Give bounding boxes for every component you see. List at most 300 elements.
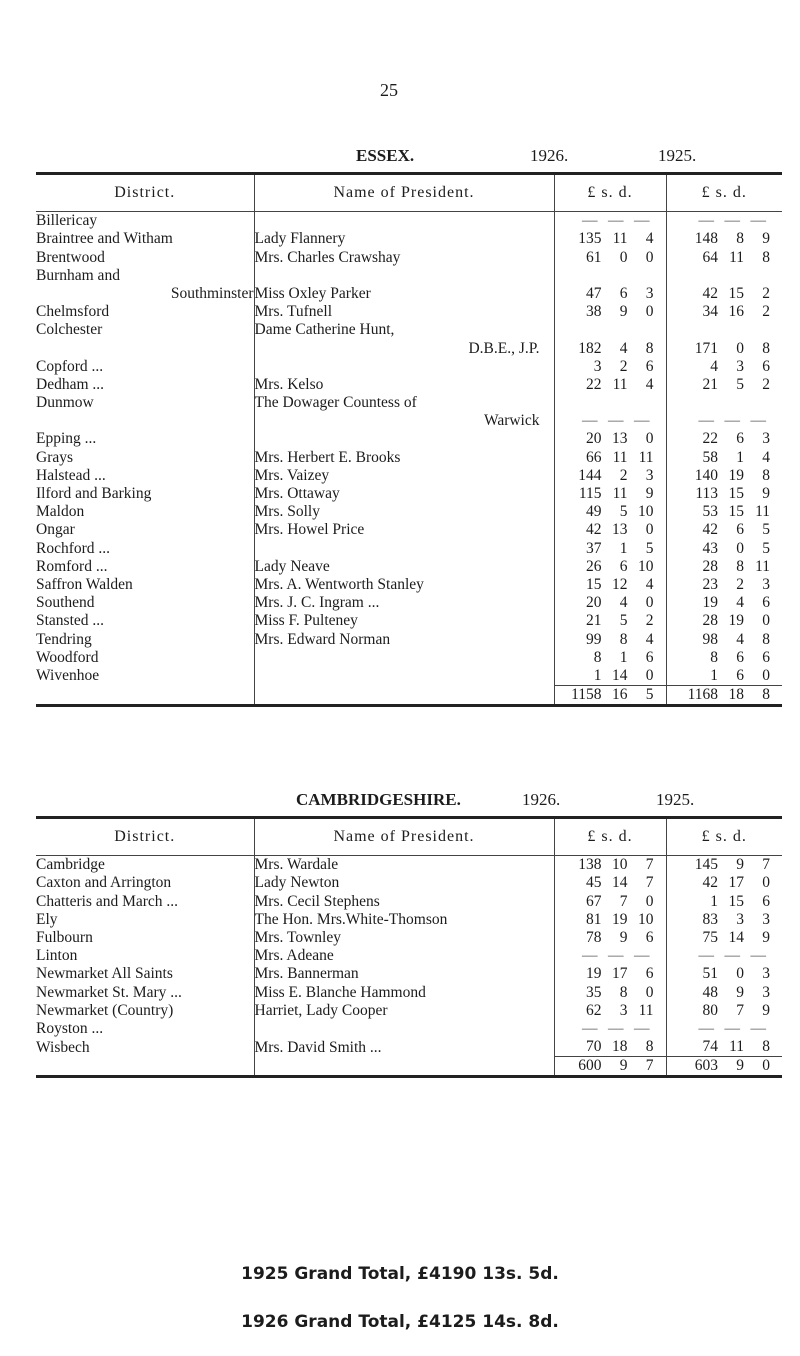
pence-value: 0 [645,892,654,910]
amount-1926-cell [554,285,666,303]
district-cell: Dedham ... [36,375,105,393]
president-cell: The Dowager Countess of [254,394,554,412]
president-cell: Mrs. Solly [254,503,554,521]
pence-value: 10 [638,910,654,928]
table-row [36,285,782,303]
amount-1925-cell [666,965,782,983]
president-cell: Mrs. Tufnell [254,303,554,321]
shillings-value: 2 [619,466,628,484]
pence-value: 8 [762,1038,770,1056]
shillings-value: 0 [736,339,744,357]
table-row [36,412,782,430]
pence-value: 8 [645,339,654,357]
grand-total-1926: 1926 Grand Total, £4125 14s. 8d. [241,1312,559,1332]
amount-1926-cell [554,667,666,686]
president-cell: Miss F. Pulteney [254,612,554,630]
amount-1925-cell [666,285,782,303]
president-cell: Mrs. David Smith ... [254,1038,554,1057]
amount-1925-cell [666,874,782,892]
shillings-value: 10 [612,856,628,874]
president-cell: Mrs. Herbert E. Brooks [254,448,554,466]
district-cell: Newmarket St. Mary ... [36,983,182,1001]
president-cell: The Hon. Mrs.White-Thomson [254,911,554,929]
pence-value: 6 [762,892,770,910]
table-row [36,485,782,503]
pence-value: 6 [645,357,654,375]
shillings-value: — [724,212,744,230]
pence-value: 11 [755,503,770,521]
empty-cell [36,685,254,705]
pence-value: 3 [762,965,770,983]
district-header: District. [36,818,254,856]
cambs-year-1925: 1925. [656,790,695,809]
pence-value: 6 [762,357,770,375]
pounds-value: 98 [702,630,718,648]
shillings-value: 8 [736,557,744,575]
president-cell: Mrs. Adeane [254,947,554,965]
amount-1926-cell [554,358,666,376]
president-cell: Mrs. J. C. Ingram ... [254,594,554,612]
pence-value: 10 [638,503,654,521]
shillings-value: 19 [612,910,628,928]
district-cell: Maldon [36,503,85,521]
shillings-value: 15 [728,892,744,910]
cambs-year-1926: 1926. [522,790,561,809]
amount-1925-cell [666,230,782,248]
amount-1925-cell [666,630,782,648]
shillings-value: 17 [728,874,744,892]
pounds-value: 600 [578,1057,602,1075]
amount-1926-cell [554,911,666,929]
amount-1925-cell [666,448,782,466]
amount-1926-cell [554,929,666,947]
col-1926-header: £ s. d. [554,174,666,212]
shillings-value: 0 [736,539,744,557]
amount-1926-cell [554,892,666,910]
pence-value: 9 [762,485,770,502]
pounds-value: 22 [702,430,718,448]
district-cell: Ilford and Barking [36,485,152,502]
pounds-value: 43 [702,539,718,557]
amount-1926-cell [554,248,666,266]
shillings-value: 3 [736,357,744,375]
table-row [36,856,782,875]
table-row [36,394,782,412]
pounds-value: 1168 [687,686,718,704]
pence-value: 7 [645,856,654,874]
pounds-value: 83 [702,910,718,928]
president-cell: Mrs. Charles Crawshay [254,248,554,266]
pounds-value: — [698,947,718,965]
amount-1925-cell [666,521,782,539]
pence-value: 0 [762,874,770,892]
district-cell: Tendring [36,630,92,648]
district-cell [36,412,254,430]
pence-value: 3 [645,284,654,302]
pence-value: 0 [762,1057,770,1075]
pounds-value: 145 [694,856,718,874]
president-cell [254,267,554,285]
amount-1926-cell [554,430,666,448]
empty-cell [254,1057,554,1077]
shillings-value: 9 [736,983,744,1001]
pence-value: 3 [762,430,770,448]
pounds-value: 34 [702,303,718,321]
pounds-value: 21 [702,375,718,393]
pence-value: 3 [762,983,770,1001]
pence-value: 4 [645,375,654,393]
pounds-value: 20 [586,594,602,612]
shillings-value: 17 [612,965,628,983]
president-header: Name of President. [254,174,554,212]
district-cell: Chelmsford [36,303,110,321]
pounds-value: 74 [702,1038,718,1056]
table-row [36,230,782,248]
pence-value: 0 [645,666,654,684]
amount-1926-cell [554,303,666,321]
table-row [36,267,782,285]
district-cell: Ely [36,910,58,928]
amount-1925-cell [666,947,782,965]
amount-1925-cell [666,911,782,929]
pounds-value: 35 [586,983,602,1001]
amount-1925-cell [666,321,782,339]
amount-1925-cell [666,856,782,875]
amount-1925-cell [666,983,782,1001]
amount-1926-cell [554,594,666,612]
pence-value: — [750,947,770,965]
shillings-value: 8 [619,630,628,648]
district-cell: Royston ... [36,1019,104,1037]
district-header: District. [36,174,254,212]
table-row [36,947,782,965]
pence-value: — [634,1019,654,1037]
amount-1925-cell [666,576,782,594]
table-row [36,1038,782,1057]
district-cell: Wisbech [36,1038,90,1056]
pence-value: 4 [645,230,654,248]
pounds-value: 8 [710,648,718,666]
district-cell: Romford ... [36,557,108,575]
pounds-value: 75 [702,928,718,946]
amount-1925-cell [666,1002,782,1020]
amount-1926-cell [554,503,666,521]
pence-value: 7 [762,856,770,874]
table-row [36,430,782,448]
shillings-value: 11 [729,1038,744,1056]
amount-1925-cell [666,594,782,612]
table-row [36,321,782,339]
essex-heading [0,146,800,170]
amount-1926-cell [554,947,666,965]
amount-1926-cell [554,539,666,557]
pounds-value: 58 [702,448,718,466]
shillings-value: — [608,212,628,230]
amount-1926-cell [554,339,666,357]
table-row [36,594,782,612]
shillings-value: 13 [612,430,628,448]
pounds-value: 144 [578,466,602,484]
president-cell: Mrs. Townley [254,929,554,947]
pence-value: 8 [762,630,770,648]
pence-value: 4 [645,575,654,593]
amount-1925-cell [666,503,782,521]
district-cell: Southminster [170,284,254,302]
amount-1925-cell [666,248,782,266]
table-row [36,576,782,594]
pounds-value: 135 [578,230,602,248]
amount-1925-cell [666,376,782,394]
pence-value: 9 [762,928,770,946]
district-cell: Billericay [36,212,98,230]
pounds-value: — [698,212,718,230]
pence-value: 2 [762,303,770,321]
pence-value: 0 [762,666,770,684]
shillings-value: 4 [736,594,744,612]
shillings-value: 8 [736,230,744,248]
district-cell: Cambridge [36,856,105,874]
shillings-value: 16 [612,686,628,704]
table-row [36,965,782,983]
amount-1925-cell [666,412,782,430]
amount-1926-cell [554,1002,666,1020]
pounds-value: 28 [702,557,718,575]
col-1926-header: £ s. d. [554,818,666,856]
shillings-value: 16 [728,303,744,321]
pounds-value: 15 [586,575,602,593]
pence-value: 0 [645,248,654,266]
president-cell: Lady Newton [254,874,554,892]
essex-year-1925: 1925. [658,146,697,165]
pounds-value: 20 [586,430,602,448]
shillings-value: 11 [612,230,628,248]
pounds-value: 37 [586,539,602,557]
shillings-value: 15 [728,284,744,302]
table-row [36,539,782,557]
pounds-value: 47 [586,284,602,302]
pence-value: 6 [762,594,770,612]
table-row [36,1020,782,1038]
shillings-value: 6 [736,666,744,684]
shillings-value: 11 [612,485,628,502]
pounds-value: 67 [586,892,602,910]
col-1925-header: £ s. d. [666,818,782,856]
pounds-value: 70 [586,1038,602,1056]
pounds-value: 61 [586,248,602,266]
pence-value: 8 [762,686,770,704]
pence-value: 3 [645,466,654,484]
pounds-value: 1 [593,666,602,684]
pounds-value: 115 [578,485,602,502]
district-cell: Newmarket All Saints [36,965,173,983]
pence-value: — [750,412,770,430]
pence-value: — [634,947,654,965]
pence-value: 7 [645,874,654,892]
shillings-value: 19 [728,612,744,630]
president-cell: Mrs. Kelso [254,376,554,394]
shillings-value: 5 [619,503,628,521]
district-cell: Wivenhoe [36,667,100,685]
amount-1926-cell [554,856,666,875]
amount-1926-cell [554,1020,666,1038]
pounds-value: — [582,1019,602,1037]
amount-1925-cell [666,892,782,910]
table-row [36,874,782,892]
district-cell: Rochford ... [36,539,111,557]
pence-value: 2 [762,375,770,393]
amount-1926-cell [554,394,666,412]
essex-county-title: ESSEX. [356,146,415,165]
pounds-value: 49 [586,503,602,521]
president-cell: D.B.E., J.P. [254,339,554,357]
shillings-value: 6 [736,521,744,539]
president-cell: Miss Oxley Parker [254,285,554,303]
shillings-value: 5 [736,375,744,393]
amount-1926-cell [554,376,666,394]
president-cell: Lady Neave [254,558,554,576]
president-cell: Mrs. A. Wentworth Stanley [254,576,554,594]
pounds-value: — [582,212,602,230]
shillings-value: 8 [619,983,628,1001]
shillings-value: 6 [619,284,628,302]
district-cell: Saffron Walden [36,575,133,593]
table-row [36,911,782,929]
pounds-value: 42 [702,521,718,539]
amount-1926-cell [554,1038,666,1057]
shillings-value: 3 [619,1001,628,1019]
shillings-value: — [608,412,628,430]
shillings-value: 6 [619,557,628,575]
amount-1925-cell [666,1020,782,1038]
district-cell: Caxton and Arrington [36,874,172,892]
amount-1925-cell [666,649,782,667]
cambs-county-title: CAMBRIDGESHIRE. [296,790,461,809]
amount-1925-cell [666,430,782,448]
shillings-value: 15 [728,485,744,502]
pence-value: 8 [762,466,770,484]
pounds-value: 28 [702,612,718,630]
district-cell: Ongar [36,521,75,539]
pounds-value: 22 [586,375,602,393]
pence-value: 11 [638,448,654,466]
table-row [36,303,782,321]
pounds-value: 21 [586,612,602,630]
amount-1926-cell [554,612,666,630]
president-cell: Miss E. Blanche Hammond [254,983,554,1001]
pounds-value: 81 [586,910,602,928]
pounds-value: 66 [586,448,602,466]
district-cell: Dunmow [36,394,94,412]
table-row [36,630,782,648]
pence-value: 5 [645,539,654,557]
table-row [36,667,782,686]
shillings-value: 0 [736,965,744,983]
shillings-value: — [724,947,744,965]
president-cell [254,1020,554,1038]
president-cell: Mrs. Vaizey [254,467,554,485]
pounds-value: 42 [702,874,718,892]
shillings-value: 4 [619,594,628,612]
pounds-value: — [698,412,718,430]
table-row [36,248,782,266]
pounds-value: 42 [702,284,718,302]
amount-1926-cell [554,230,666,248]
pounds-value: — [582,947,602,965]
district-cell: Chatteris and March ... [36,892,179,910]
table-row [36,376,782,394]
district-cell: Brentwood [36,248,105,266]
pence-value: — [634,412,654,430]
pounds-value: 8 [593,648,602,666]
essex-table [36,172,782,707]
shillings-value: 7 [619,892,628,910]
amount-1926-cell [554,965,666,983]
pounds-value: 171 [694,339,718,357]
pounds-value: 23 [702,575,718,593]
cambs-table [36,816,782,1078]
pounds-value: 48 [702,983,718,1001]
table-row [36,358,782,376]
shillings-value: 9 [736,856,744,874]
empty-cell [36,1057,254,1077]
district-cell: Stansted ... [36,612,105,630]
pence-value: 5 [762,539,770,557]
pounds-value: 1158 [571,686,602,704]
pounds-value: 45 [586,874,602,892]
district-cell: Epping ... [36,430,97,448]
shillings-value: 14 [612,666,628,684]
grand-total-1925: 1925 Grand Total, £4190 13s. 5d. [241,1264,559,1284]
pounds-value: 3 [593,357,602,375]
shillings-value: 0 [619,248,628,266]
pence-value: 6 [645,965,654,983]
amount-1926-cell [554,983,666,1001]
president-cell [254,667,554,686]
president-cell: Mrs. Wardale [254,856,554,875]
pounds-value: 80 [702,1001,718,1019]
pence-value: 6 [762,648,770,666]
pence-value: 0 [645,521,654,539]
pence-value: 2 [762,284,770,302]
pounds-value: 64 [702,248,718,266]
district-cell: Colchester [36,321,103,339]
pounds-value: 42 [586,521,602,539]
shillings-value: 1 [619,648,628,666]
pounds-value: 113 [695,485,718,502]
shillings-value: 14 [612,874,628,892]
shillings-value: 9 [736,1057,744,1075]
table-row [36,448,782,466]
shillings-value: 19 [728,466,744,484]
district-cell: Southend [36,594,95,612]
pence-value: 0 [762,612,770,630]
pence-value: 0 [645,983,654,1001]
pence-value: 11 [755,557,770,575]
essex-year-1926: 1926. [530,146,569,165]
president-cell [254,539,554,557]
pence-value: 11 [638,1001,654,1019]
shillings-value: 18 [612,1038,628,1056]
total-1925-cell [666,685,782,705]
amount-1926-cell [554,212,666,231]
table-row [36,503,782,521]
pence-value: 2 [645,612,654,630]
president-cell [254,358,554,376]
shillings-value: 18 [728,686,744,704]
pence-value: 3 [762,910,770,928]
total-row [36,1057,782,1077]
shillings-value: 12 [612,575,628,593]
